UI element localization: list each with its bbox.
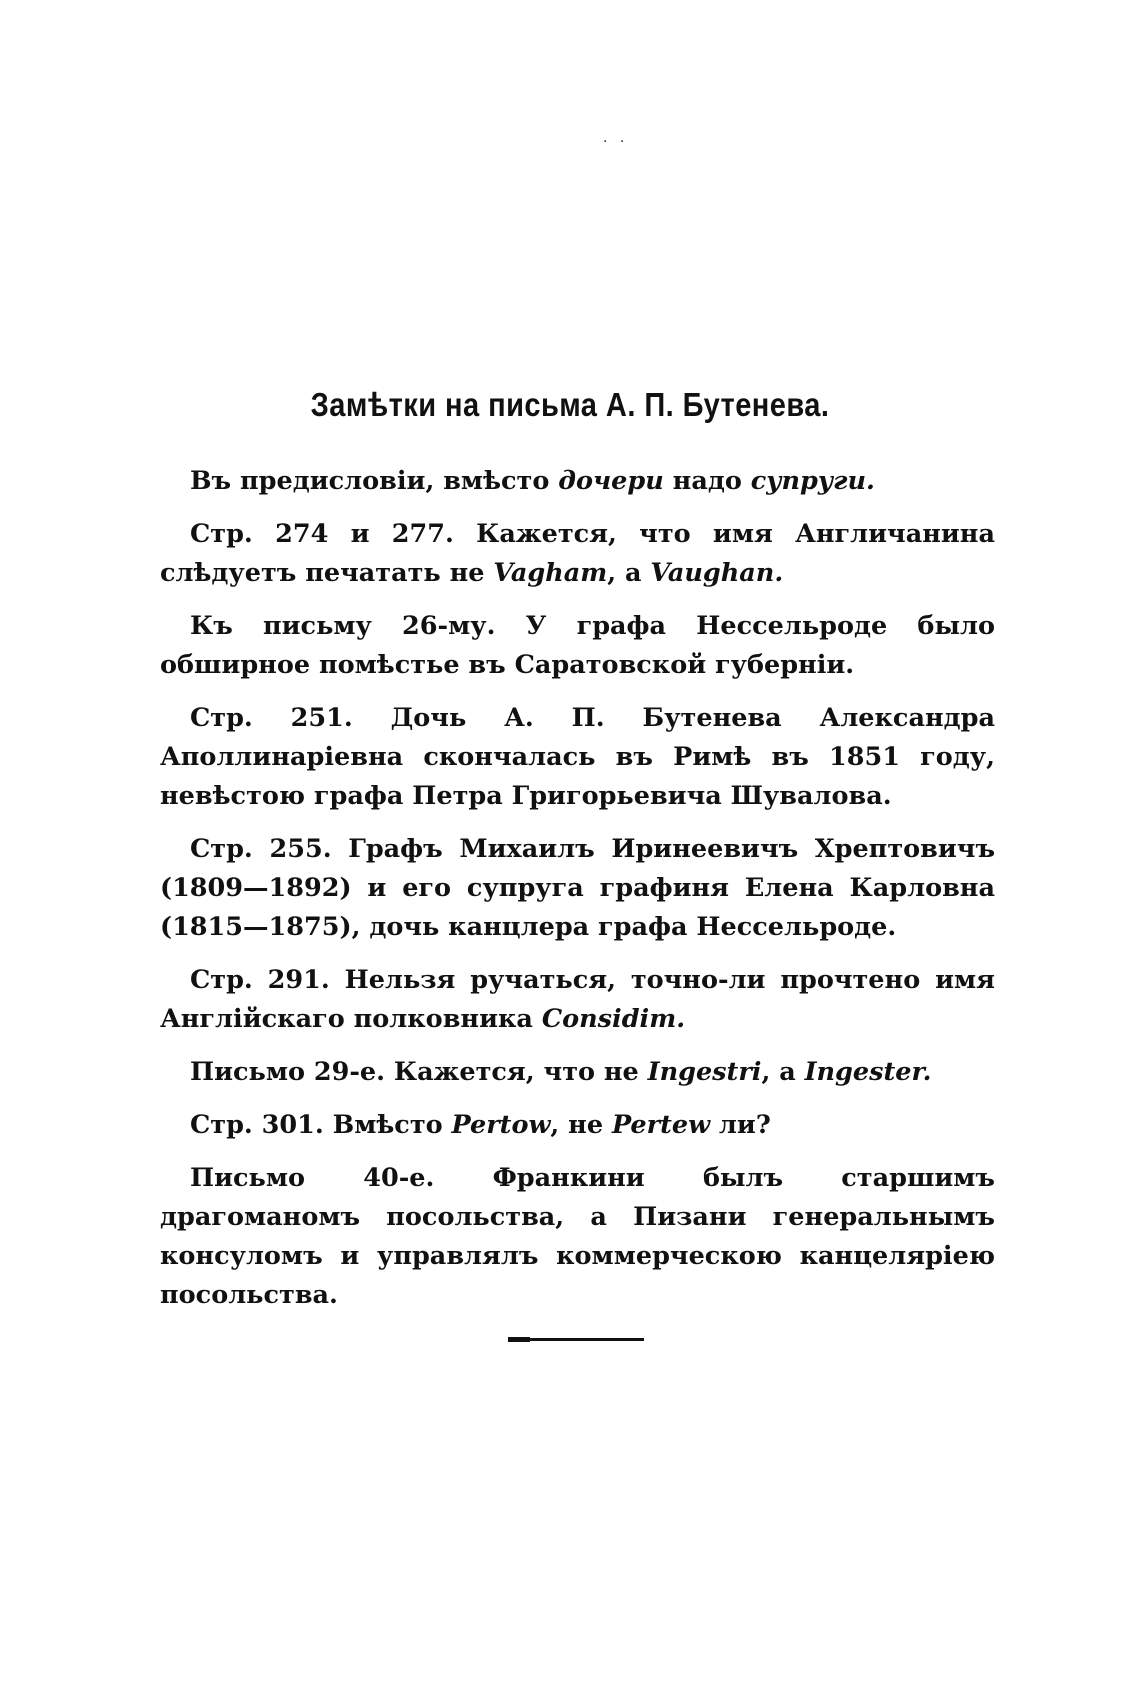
page-title: Замѣтки на письма А. П. Бутенева. — [310, 386, 830, 423]
note-text: , а — [607, 558, 651, 588]
note-text: надо — [663, 466, 751, 496]
note-text: Стр. 251. Дочь А. П. Бутенева Александра Аполлинаріевна скончалась въ Римѣ въ 1851 году, невѣстою графа Петра Григорьевича Шувалова. — [160, 703, 995, 811]
note-text: Стр. 255. Графъ Михаилъ Иринеевичъ Хрептовичъ (1809—1892) и его супруга графиня Елена Карловна (1815—1875), дочь канцлера графа Нессельроде. — [160, 834, 995, 942]
note-paragraph — [160, 1053, 995, 1092]
italic-term: Vagham — [493, 558, 608, 588]
italic-term: Ingestri — [647, 1057, 762, 1087]
italic-term: Vaughan. — [650, 558, 784, 588]
note-paragraph — [160, 1106, 995, 1145]
italic-term: Ingester. — [804, 1057, 932, 1087]
note-text: Стр. 274 и 277. Кажется, что имя Англичанина слѣдуетъ печатать не — [160, 519, 995, 588]
note-text: Письмо 40-е. Франкини былъ старшимъ драгоманомъ посольства, а Пизани генеральнымъ консуломъ и управлялъ коммерческою канцеляріею посольства. — [160, 1163, 995, 1310]
note-paragraph — [160, 462, 995, 501]
top-mark: · · — [603, 134, 629, 150]
note-paragraph — [160, 699, 995, 816]
note-paragraph — [160, 607, 995, 685]
italic-term: Considim. — [541, 1004, 686, 1034]
note-text: , не — [550, 1110, 612, 1140]
note-paragraph — [160, 515, 995, 593]
note-text: Письмо 29-е. Кажется, что не — [190, 1057, 648, 1087]
note-paragraph — [160, 961, 995, 1039]
note-text: ли? — [710, 1110, 771, 1140]
note-text: Въ предисловіи, вмѣсто — [190, 466, 559, 496]
italic-term: Pertow — [451, 1110, 551, 1140]
note-text: Стр. 291. Нельзя ручаться, точно-ли прочтено имя Англійскаго полковника — [160, 965, 995, 1034]
italic-term: супруги. — [750, 466, 875, 496]
italic-term: дочери — [558, 466, 664, 496]
note-text: , а — [761, 1057, 805, 1087]
notes-body — [160, 462, 995, 1329]
italic-term: Pertew — [611, 1110, 711, 1140]
note-text: Стр. 301. Вмѣсто — [190, 1110, 452, 1140]
end-rule — [508, 1338, 644, 1341]
note-text: Къ письму 26-му. У графа Нессельроде было обширное помѣстье въ Саратовской губерніи. — [160, 611, 995, 680]
note-paragraph — [160, 1159, 995, 1315]
note-paragraph — [160, 830, 995, 947]
